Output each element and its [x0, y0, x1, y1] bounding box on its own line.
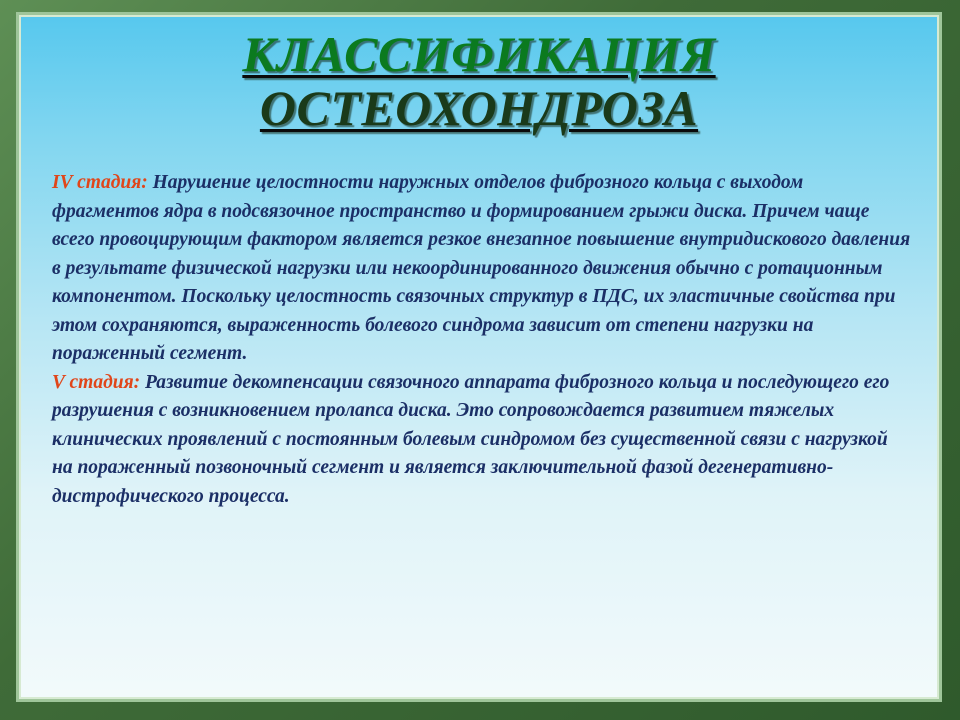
slide-title	[21, 27, 937, 135]
body-text	[52, 169, 912, 511]
slide-canvas	[21, 17, 937, 697]
stage-iv-text: Нарушение целостности наружных отделов фиброзного кольца с выходом фрагментов ядра в подсвязочное пространство и формированием грыжи диска. Причем чаще всего провоцирующим фактором является резкое внезапное повышение внутридискового давления в результате физической нагрузки или некоординированного движения обычно с ротационным компонентом. Поскольку целостность связочных структур в ПДС, их эластичные свойства при этом сохраняются, выраженность болевого синдрома зависит от степени нагрузки на пораженный сегмент.	[52, 172, 911, 364]
stage-v-label: V стадия:	[52, 371, 141, 393]
stage-v-text: Развитие декомпенсации связочного аппарата фиброзного кольца и последующего его разрушения с возникновением пролапса диска. Это сопровождается развитием тяжелых клинических проявлений с постоянным болевым синдромом без существенной связи с нагрузкой на пораженный позвоночный сегмент и является заключительной фазой дегенеративно-дистрофического процесса.	[52, 371, 890, 507]
stage-iv-label: IV стадия:	[52, 172, 148, 193]
stage-v-paragraph	[52, 369, 912, 512]
title-line-2: ОСТЕОХОНДРОЗА	[259, 80, 699, 136]
stage-iv-paragraph	[52, 169, 912, 369]
title-line-1: КЛАССИФИКАЦИЯ	[242, 26, 716, 82]
